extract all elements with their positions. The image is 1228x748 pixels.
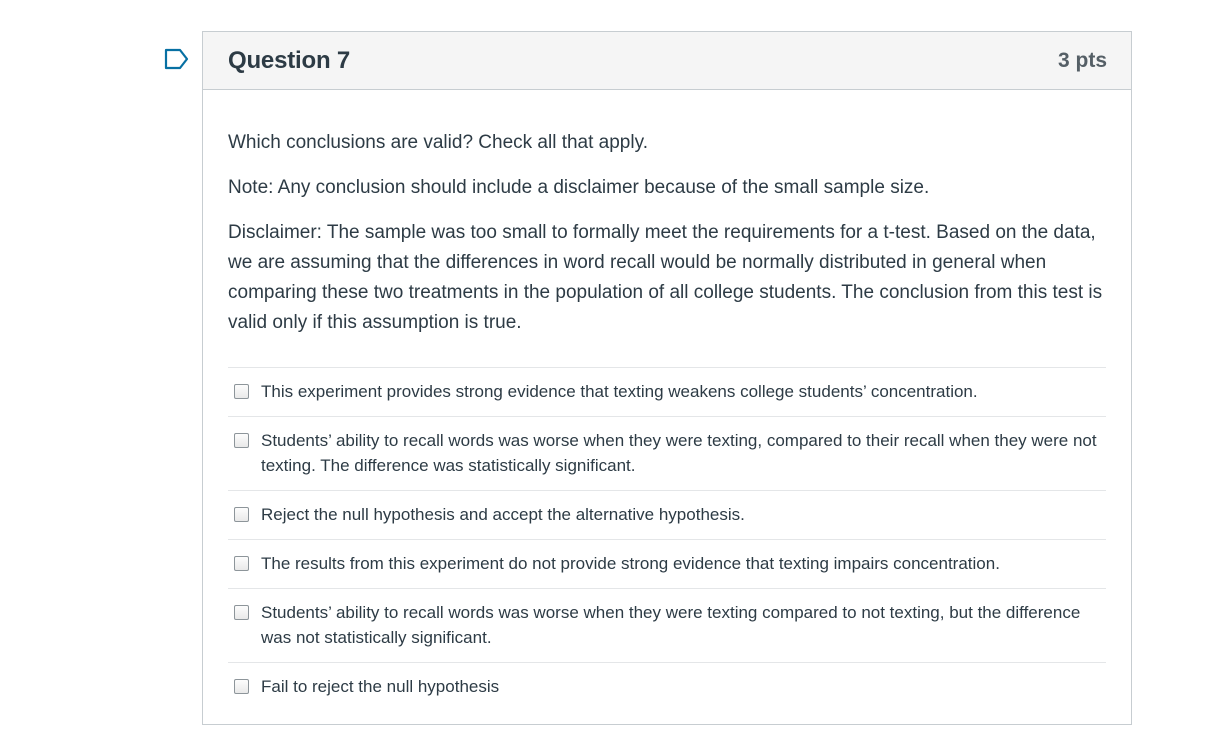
question-body	[203, 90, 1131, 711]
answer-label[interactable]: Students’ ability to recall words was worse when they were texting compared to not texting, but the difference was not statistically significant.	[261, 603, 1081, 647]
answer-label[interactable]: Students’ ability to recall words was worse when they were texting, compared to their recall when they were not texting. The difference was statistically significant.	[261, 431, 1097, 475]
answer-option-2[interactable]	[228, 417, 1106, 491]
answer-checkbox[interactable]	[234, 605, 249, 620]
answer-label[interactable]: This experiment provides strong evidence that texting weakens college students’ concentration.	[261, 382, 978, 401]
answer-list	[228, 367, 1106, 711]
answer-checkbox[interactable]	[234, 679, 249, 694]
question-disclaimer: Disclaimer: The sample was too small to formally meet the requirements for a t-test. Based on the data, we are assuming that the differences in word recall would be normally distributed in general when comparing these two treatments in the population of all college students. The conclusion from this test is valid only if this assumption is true.	[228, 222, 1103, 333]
question-note: Note: Any conclusion should include a disclaimer because of the small sample size.	[228, 177, 930, 198]
answer-option-1[interactable]	[228, 368, 1106, 417]
question-card	[202, 31, 1132, 725]
answer-option-6[interactable]	[228, 663, 1106, 711]
flag-question-icon[interactable]	[164, 48, 190, 70]
answer-option-3[interactable]	[228, 491, 1106, 540]
question-prompt: Which conclusions are valid? Check all that apply.	[228, 132, 648, 153]
answer-label[interactable]: Fail to reject the null hypothesis	[261, 677, 500, 696]
answer-checkbox[interactable]	[234, 433, 249, 448]
question-text	[228, 128, 1106, 338]
answer-option-4[interactable]	[228, 540, 1106, 589]
answer-label[interactable]: The results from this experiment do not provide strong evidence that texting impairs concentration.	[261, 554, 1000, 573]
question-points: 3 pts	[1057, 48, 1107, 72]
question-title: Question 7	[228, 46, 351, 74]
answer-label[interactable]: Reject the null hypothesis and accept the alternative hypothesis.	[261, 505, 745, 524]
answer-checkbox[interactable]	[234, 507, 249, 522]
answer-option-5[interactable]	[228, 589, 1106, 663]
question-header	[203, 32, 1131, 90]
answer-checkbox[interactable]	[234, 556, 249, 571]
answer-checkbox[interactable]	[234, 384, 249, 399]
